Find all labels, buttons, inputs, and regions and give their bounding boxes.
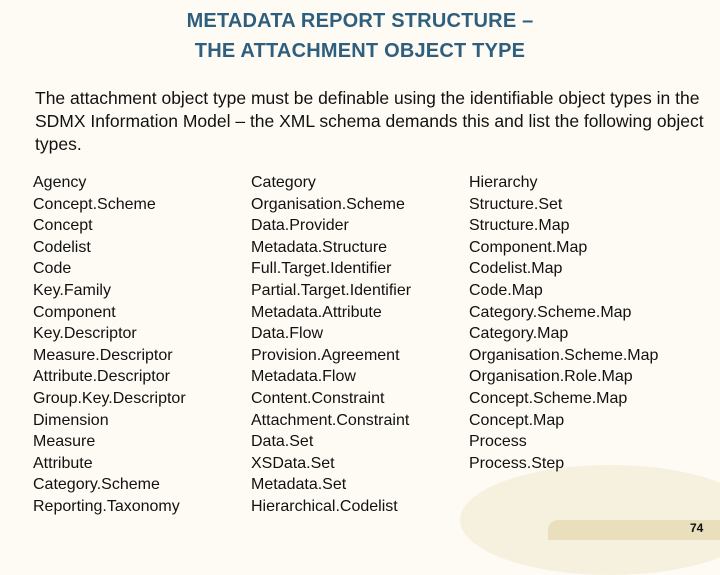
object-type-item: Metadata.Set <box>251 476 347 494</box>
object-type-item: Component.Map <box>469 238 588 256</box>
object-type-item: Category <box>251 174 316 191</box>
object-type-item: Dimension <box>33 411 109 429</box>
object-type-item: Organisation.Scheme <box>251 195 405 213</box>
object-type-item: Key.Family <box>33 281 111 299</box>
object-type-item: Reporting.Taxonomy <box>33 497 180 515</box>
object-type-item: Data.Provider <box>251 217 349 235</box>
slide-title-line-1: METADATA REPORT STRUCTURE – <box>186 10 534 32</box>
object-type-item: Process <box>469 433 527 451</box>
object-type-item: Partial.Target.Identifier <box>251 281 412 299</box>
object-type-column-3 <box>469 172 658 474</box>
object-type-item: Full.Target.Identifier <box>251 260 392 278</box>
object-type-item: Category.Scheme <box>33 476 160 494</box>
object-type-item: Organisation.Role.Map <box>469 368 633 386</box>
object-type-item: Concept.Scheme.Map <box>469 389 628 407</box>
object-type-item: Metadata.Attribute <box>251 303 382 321</box>
object-type-item: Data.Set <box>251 433 314 451</box>
object-type-item: XSData.Set <box>251 454 335 472</box>
object-type-item: Attribute <box>33 454 93 472</box>
object-type-item: Codelist <box>33 238 91 256</box>
object-type-item: Attachment.Constraint <box>251 411 410 429</box>
object-type-item: Category.Map <box>469 325 569 343</box>
slide-title-line-2: THE ATTACHMENT OBJECT TYPE <box>194 40 526 62</box>
object-type-item: Structure.Map <box>469 217 570 235</box>
object-type-column-1 <box>33 172 186 518</box>
object-type-item: Content.Constraint <box>251 389 385 407</box>
object-type-item: Measure.Descriptor <box>33 346 173 364</box>
object-type-item: Group.Key.Descriptor <box>33 389 186 407</box>
object-type-item: Provision.Agreement <box>251 346 400 364</box>
object-type-item: Hierarchical.Codelist <box>251 497 398 515</box>
object-type-item: Hierarchy <box>469 174 538 191</box>
intro-paragraph: The attachment object type must be definable using the identifiable object types in the SDMX Information Model – the XML schema demands this and list the following object types. <box>35 88 704 154</box>
object-type-item: Metadata.Structure <box>251 238 388 256</box>
object-type-item: Metadata.Flow <box>251 368 356 386</box>
object-type-item: Data.Flow <box>251 325 324 343</box>
object-type-item: Concept.Map <box>469 411 565 429</box>
object-type-item: Concept <box>33 217 93 235</box>
object-type-item: Category.Scheme.Map <box>469 303 632 321</box>
object-type-item: Structure.Set <box>469 195 563 213</box>
object-type-item: Concept.Scheme <box>33 195 156 213</box>
object-type-item: Attribute.Descriptor <box>33 368 170 386</box>
object-type-item: Code.Map <box>469 281 543 299</box>
object-type-item: Agency <box>33 174 87 191</box>
object-type-item: Process.Step <box>469 454 565 472</box>
object-type-item: Organisation.Scheme.Map <box>469 346 659 364</box>
object-type-column-2 <box>251 172 411 518</box>
object-type-item: Component <box>33 303 116 321</box>
object-type-item: Code <box>33 260 72 278</box>
object-type-item: Codelist.Map <box>469 260 563 278</box>
slide-title <box>0 6 720 66</box>
page-number: 74 <box>690 521 704 535</box>
object-type-item: Measure <box>33 433 96 451</box>
object-type-item: Key.Descriptor <box>33 325 137 343</box>
